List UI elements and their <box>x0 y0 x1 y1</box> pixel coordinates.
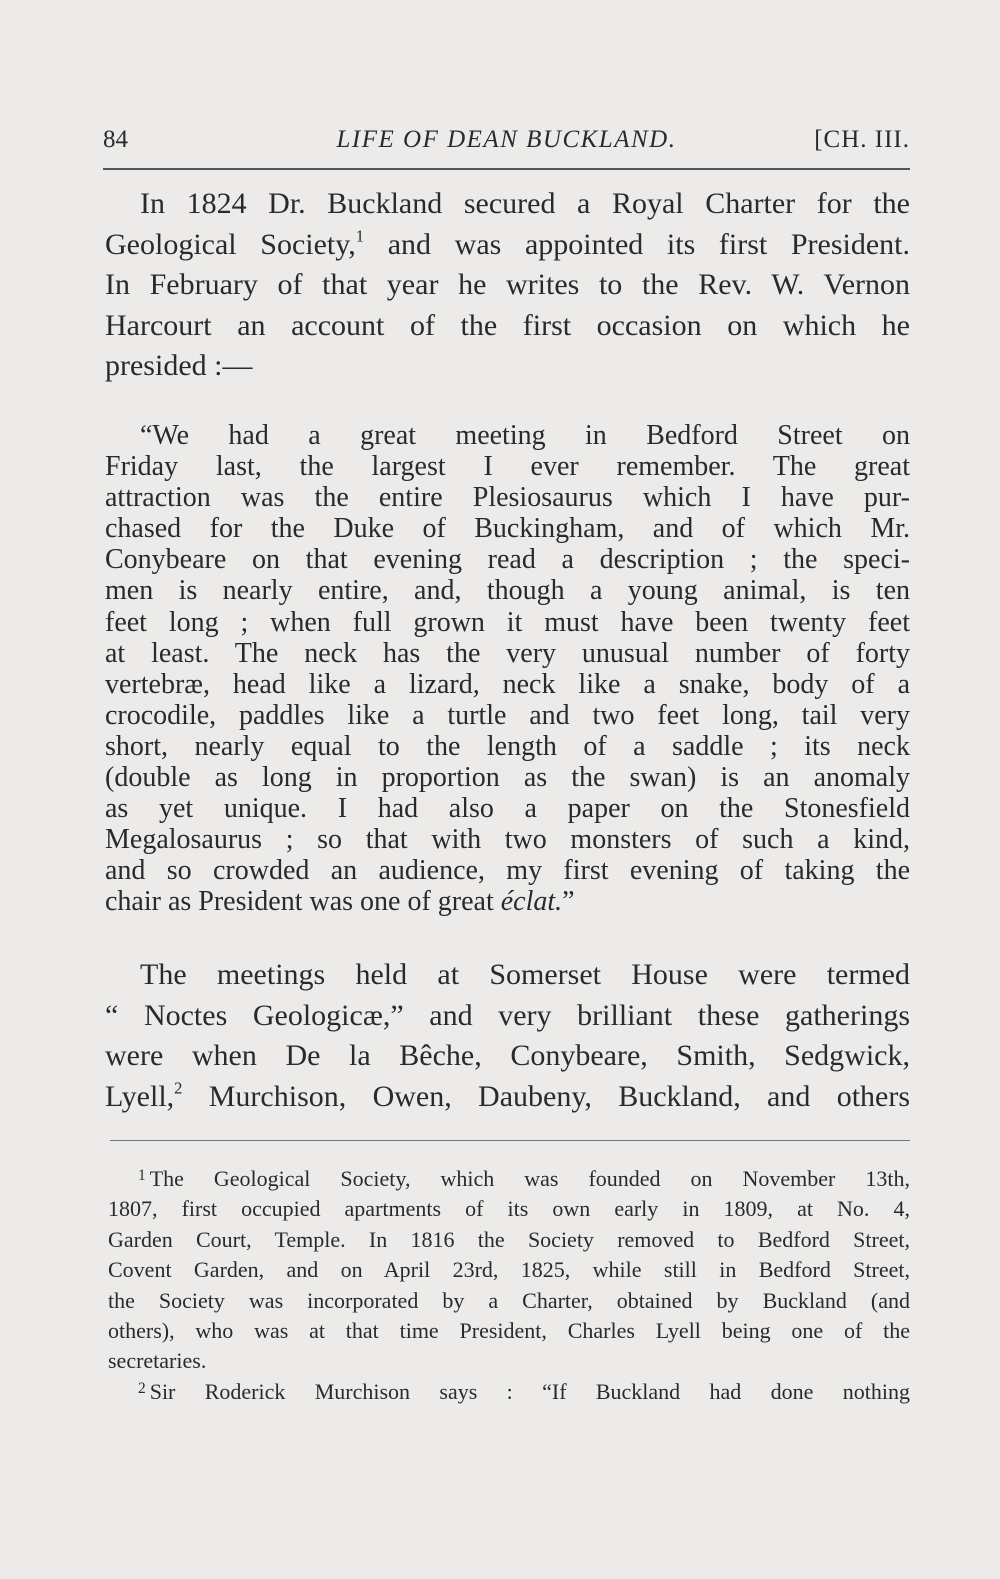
footnote-1-line: secretaries. <box>108 1348 207 1374</box>
text-line: feet long ; when full grown it must have been twenty feet <box>105 606 910 638</box>
text-line: vertebræ, head like a lizard, neck like a snake, body of a <box>105 668 910 700</box>
text-line: presided :— <box>105 349 253 382</box>
running-title: LIFE OF DEAN BUCKLAND. <box>336 126 677 153</box>
footnote-1-line: Garden Court, Temple. In 1816 the Society removed to Bedford Street, <box>108 1226 910 1252</box>
text-line: (double as long in proportion as the swan) is an anomaly <box>105 762 910 794</box>
footnotes <box>108 1164 910 1407</box>
text-line: “ Noctes Geologicæ,” and very brilliant these gatherings <box>105 998 910 1032</box>
text-line: Conybeare on that evening read a description ; the speci- <box>105 544 910 576</box>
footnote-1-line: $^1$ The Geological Society, which was founded on November 13th, <box>138 1166 910 1191</box>
paragraph-2 <box>105 955 910 1117</box>
text-line: Megalosaurus ; so that with two monsters of such a kind, <box>105 824 910 856</box>
text-line: The meetings held at Somerset House were termed <box>140 958 910 991</box>
text-line: short, nearly equal to the length of a saddle ; its neck <box>105 730 910 762</box>
text-line: and so crowded an audience, my first evening of taking the <box>105 855 910 887</box>
footnote-ref-2[interactable]: 2 <box>174 1078 183 1098</box>
paragraph-1 <box>105 184 910 387</box>
text-line: as yet unique. I had also a paper on the Stonesfield <box>105 793 910 825</box>
text-line: Friday last, the largest I ever remember. The great <box>105 451 910 483</box>
text-line: were when De la Bêche, Conybeare, Smith, Sedgwick, <box>105 1039 910 1072</box>
running-head <box>103 120 910 160</box>
text-line: chair as President was one of great éclat.” <box>105 886 575 918</box>
footnote-2-mark: 2 <box>138 1379 146 1397</box>
italic-word: éclat. <box>500 886 563 918</box>
quoted-letter <box>105 420 910 918</box>
footnote-2-line: $^2$ Sir Roderick Murchison says : “If Buckland had done nothing <box>138 1378 910 1404</box>
text-line: chased for the Duke of Buckingham, and of which Mr. <box>105 513 910 545</box>
text-line: crocodile, paddles like a turtle and two feet long, tail very <box>105 699 910 731</box>
text-line: Geological Society,$^1$ and was appointed its first President. <box>105 226 911 261</box>
footnote-1-line: Covent Garden, and on April 23rd, 1825, while still in Bedford Street, <box>108 1257 910 1283</box>
footnote-ref-1[interactable]: 1 <box>355 226 365 246</box>
text-line: In 1824 Dr. Buckland secured a Royal Charter for the <box>140 187 910 220</box>
footnote-1-line: others), who was at that time President, Charles Lyell being one of the <box>108 1318 910 1344</box>
text-line: Harcourt an account of the first occasion on which he <box>105 308 910 342</box>
footnote-1-mark: 1 <box>138 1166 146 1184</box>
text-line: In February of that year he writes to the Rev. W. Vernon <box>105 268 910 301</box>
text-line: men is nearly entire, and, though a young animal, is ten <box>105 575 910 607</box>
footnote-rule <box>110 1140 910 1141</box>
text-line: “We had a great meeting in Bedford Street on <box>140 420 910 451</box>
footnote-1-line: 1807, first occupied apartments of its own early in 1809, at No. 4, <box>108 1196 910 1222</box>
footnote-1-line: the Society was incorporated by a Charter, obtained by Buckland (and <box>108 1287 910 1313</box>
page-number: 84 <box>103 126 128 153</box>
chapter-label: [CH. III. <box>814 126 910 153</box>
text-line: at least. The neck has the very unusual number of forty <box>105 637 910 669</box>
header-rule <box>103 168 910 170</box>
text-line: attraction was the entire Plesiosaurus which I have pur- <box>105 482 910 514</box>
text-line: Lyell,$^2$ Murchison, Owen, Daubeny, Buckland, and others <box>105 1078 911 1113</box>
